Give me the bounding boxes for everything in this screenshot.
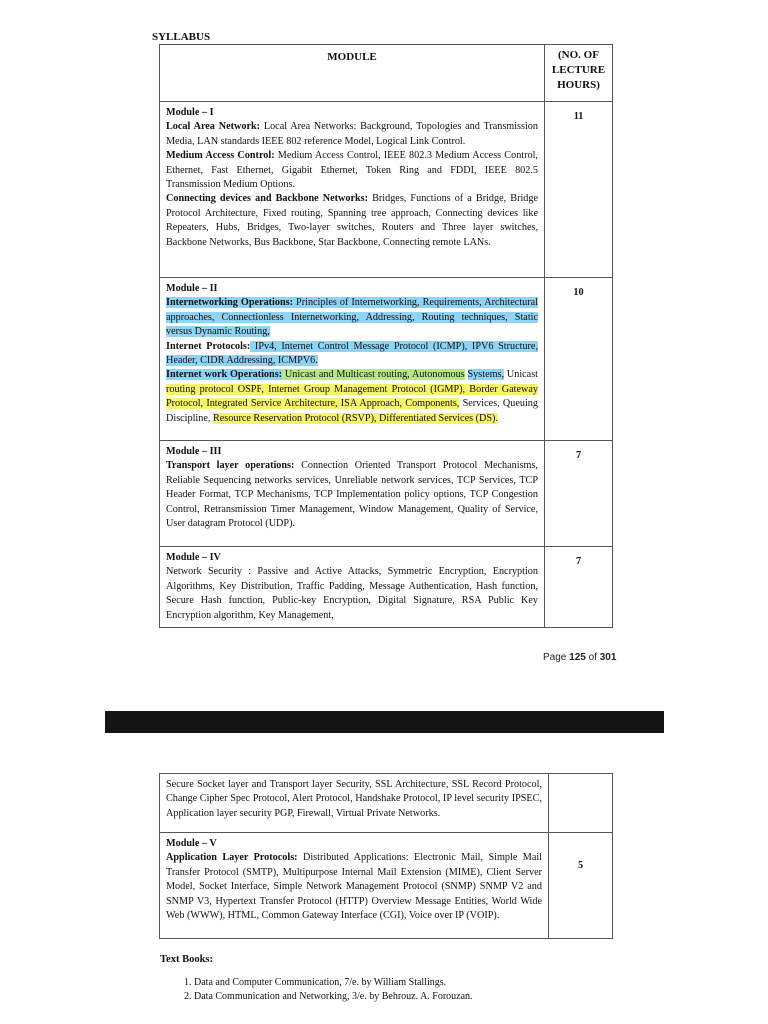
module-5-name: Module – V bbox=[166, 838, 217, 849]
table-row-module-3 bbox=[160, 441, 613, 547]
module-3-content: Module – III Transport layer operations: Connection Oriented Transport Protocol Mechanisms, Reliable Sequencing networks services, Unreliable network services, TCP Services, TCP Header Format, TCP Mechanisms, TCP Implementation policy options, TCP Congestion Control, Retransmission Timer Management, Window Management, Quality of Service, User datagram Protocol (UDP). bbox=[160, 441, 545, 547]
module-column-header: MODULE bbox=[160, 45, 545, 102]
hours-column-header: (NO. OF LECTURE HOURS) bbox=[545, 45, 613, 102]
table-row-module-2 bbox=[160, 278, 613, 441]
module-5-hours: 5 bbox=[549, 833, 613, 939]
module-5-content: Module – V Application Layer Protocols: Distributed Applications: Electronic Mail, Simple Mail Transfer Protocol (SMTP), Multipurpose Internal Mail Extension (MIME), Client Server Model, Socket Interface, Simple Network Management Protocol (SNMP) SNMP V2 and SNMP V3, Hypertext Transfer Protocol (HTTP) Overview Message Entities, World Wide Web (WWW), HTML, Common Gateway Interface (CGI), Voice over IP (VOIP). bbox=[160, 833, 549, 939]
module-1-hours: 11 bbox=[545, 102, 613, 278]
module-1-content: Module – I Local Area Network: Local Area Networks: Background, Topologies and Transmission Media, LAN standards IEEE 802 reference Model, Logical Link Control. Medium Access Control: Medium Access Control, IEEE 802.3 Medium Access Control, Ethernet, Fast Ethernet, Gigabit Ethernet, Token Ring and FDDI, IEEE 802.5 Transmission Medium Options. Connecting devices and Backbone Networks: Bridges, Functions of a Bridge, Bridge Protocol Architecture, Fixed routing, Spanning tree approach, Connecting devices like Repeaters, Hubs, Bridges, Two-layer switches, Routers and Three layer switches, Backbone Networks, Bus Backbone, Star Backbone, Connecting remote LANs. bbox=[160, 102, 545, 278]
syllabus-table bbox=[159, 44, 613, 628]
module-4-name: Module – IV bbox=[166, 552, 221, 563]
text-books-list bbox=[176, 976, 473, 1004]
list-item: 2. Data Communication and Networking, 3/e. by Behrouz. A. Forouzan. bbox=[194, 990, 473, 1004]
list-item: 1. Data and Computer Communication, 7/e. by William Stallings. bbox=[194, 976, 473, 990]
table-row-module-4 bbox=[160, 547, 613, 628]
text-books-title: Text Books: bbox=[160, 954, 213, 965]
module-4-content: Module – IV Network Security : Passive and Active Attacks, Symmetric Encryption, Encryption Algorithms, Key Distribution, Traffic Padding, Message Authentication, Hash function, Secure Hash function, Public-key Encryption, Digital Signature, RSA Public Key Encryption algorithm, Key Management, bbox=[160, 547, 545, 628]
module-2-hours: 10 bbox=[545, 278, 613, 441]
syllabus-table-continued bbox=[159, 773, 613, 939]
module-1-name: Module – I bbox=[166, 107, 214, 118]
module-4-hours: 7 bbox=[545, 547, 613, 628]
module-3-hours: 7 bbox=[545, 441, 613, 547]
module-4-continued-hours bbox=[549, 774, 613, 833]
module-4-continued-content: Secure Socket layer and Transport layer Security, SSL Architecture, SSL Record Protocol, Change Cipher Spec Protocol, Alert Protocol, Handshake Protocol, IP level security IPSEC, Application layer security PGP, Firewall, Virtual Private Networks. bbox=[160, 774, 549, 833]
page-number: Page 125 of 301 bbox=[543, 652, 617, 663]
module-3-name: Module – III bbox=[166, 446, 222, 457]
table-header-row bbox=[160, 45, 613, 102]
table-row-module-4-continued bbox=[160, 774, 613, 833]
syllabus-title: SYLLABUS bbox=[152, 31, 211, 43]
table-row-module-1 bbox=[160, 102, 613, 278]
module-2-content: Module – II Internetworking Operations: Principles of Internetworking, Requirements, Architectural approaches, Connectionless Internetworking, Addressing, Routing techniques, Static versus Dynamic Routing, Internet Protocols: IPv4, Internet Control Message Protocol (ICMP), IPV6 Structure, Header, CIDR Addressing, ICMPV6. Internet work Operations: Unicast and Multicast routing, Autonomous Systems, Unicast routing protocol OSPF, Internet Group Management Protocol (IGMP), Border Gateway Protocol, Integrated Service Architecture, ISA Approach, Components, Services, Queuing Discipline, Resource Reservation Protocol (RSVP), Differentiated Services (DS). bbox=[160, 278, 545, 441]
table-row-module-5 bbox=[160, 833, 613, 939]
page-separator-bar bbox=[105, 711, 664, 733]
module-2-name: Module – II bbox=[166, 283, 218, 294]
